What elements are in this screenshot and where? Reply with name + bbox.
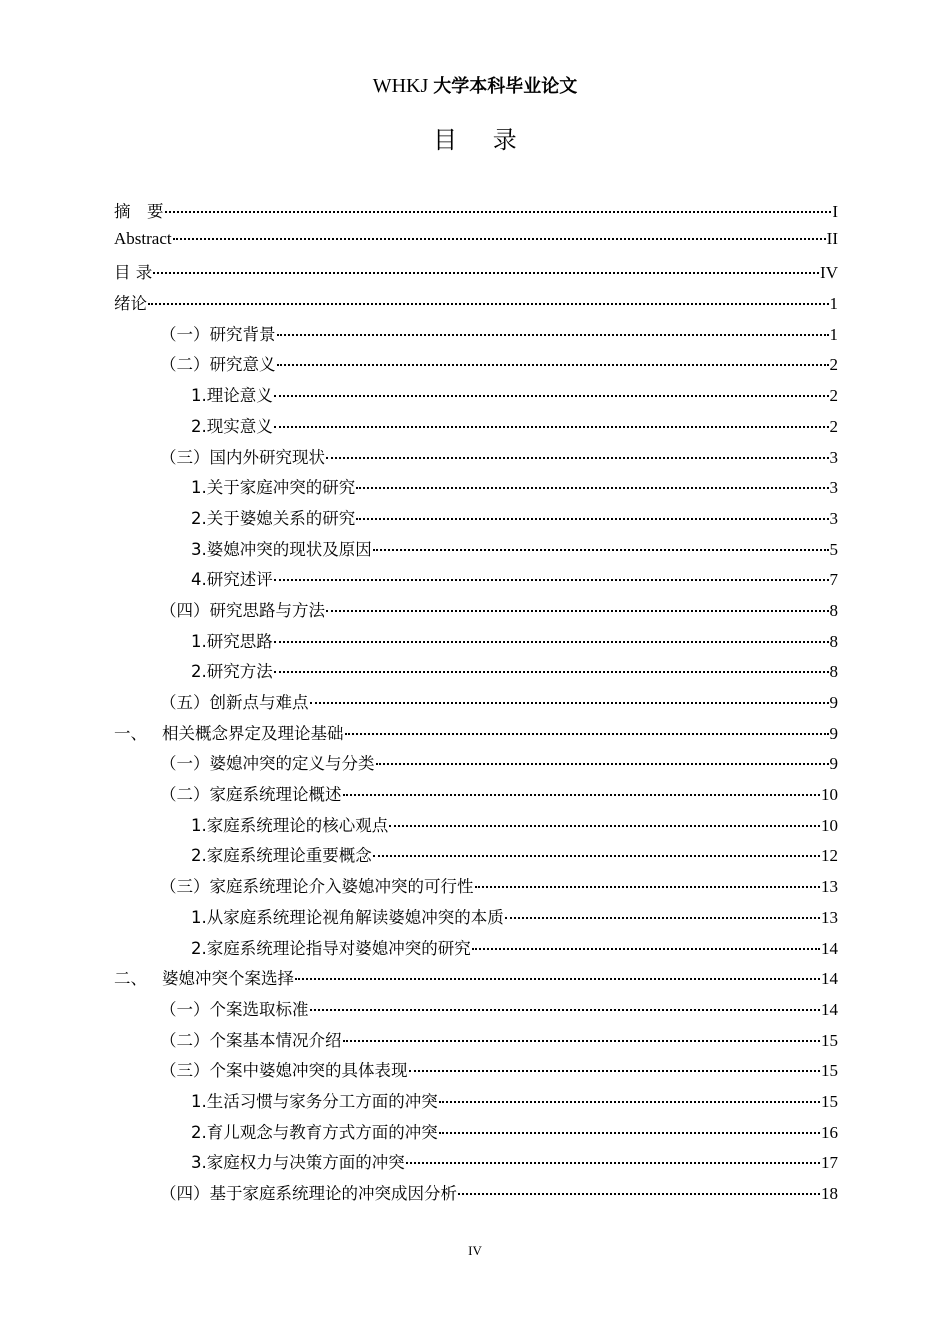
toc-dot-leader <box>274 579 829 581</box>
toc-entry-label <box>191 658 273 682</box>
toc-entry-label <box>191 628 273 652</box>
toc-dot-leader <box>173 238 826 240</box>
toc-dot-leader <box>326 457 829 459</box>
toc-dot-leader <box>345 733 829 735</box>
toc-entry-text: （四）研究思路与方法 <box>160 600 325 620</box>
toc-entry-text: 2.关于婆媳关系的研究 <box>191 508 356 528</box>
toc-dot-leader <box>343 794 821 796</box>
toc-entry[interactable] <box>114 229 838 260</box>
toc-entry-text: （五）创新点与难点 <box>160 693 309 712</box>
toc-entry-label <box>191 812 388 836</box>
toc-entry-text: 1.从家庭系统理论视角解读婆媳冲突的本质 <box>191 907 504 927</box>
toc-entry-label <box>114 198 164 222</box>
toc-entry-label <box>160 444 325 468</box>
toc-entry-text: （二）个案基本情况介绍 <box>160 1030 342 1050</box>
toc-dot-leader <box>376 763 829 765</box>
toc-entry-label <box>160 1057 408 1081</box>
toc-entry-text: 相关概念界定及理论基础 <box>162 723 344 743</box>
toc-entry-text: 绪论 <box>114 294 147 314</box>
toc-entry-label <box>191 935 471 959</box>
toc-dot-leader <box>472 948 820 950</box>
toc-entry[interactable] <box>114 873 838 904</box>
toc-entry-label <box>191 505 355 529</box>
toc-entry[interactable] <box>114 1057 838 1088</box>
toc-dot-leader <box>274 395 829 397</box>
toc-entry-page: 1 <box>829 294 838 314</box>
toc-entry[interactable] <box>114 259 838 290</box>
toc-dot-leader <box>439 1101 820 1103</box>
toc-entry-page: 7 <box>829 570 838 590</box>
toc-entry-text: 1.关于家庭冲突的研究 <box>191 478 356 498</box>
toc-entry-page: 16 <box>821 1122 838 1142</box>
header-thesis-type: 大学本科毕业论文 <box>433 76 578 97</box>
toc-entry[interactable] <box>114 750 838 781</box>
toc-entry-page: IV <box>820 263 838 283</box>
toc-entry[interactable] <box>114 628 838 659</box>
toc-entry[interactable] <box>114 996 838 1027</box>
toc-dot-leader <box>153 272 819 274</box>
toc-entry[interactable] <box>114 474 838 505</box>
toc-entry-text: （一）研究背景 <box>160 324 276 344</box>
toc-entry-page: 3 <box>829 508 838 528</box>
toc-entry[interactable] <box>114 781 838 812</box>
toc-entry-page: 3 <box>829 447 838 467</box>
toc-entry-text: 2.现实意义 <box>191 416 273 436</box>
toc-entry-label <box>160 1027 342 1051</box>
toc-entry[interactable] <box>114 290 838 321</box>
toc-entry-page: 2 <box>829 355 838 375</box>
toc-entry-text: 目 录 <box>114 263 153 283</box>
toc-dot-leader <box>274 641 829 643</box>
toc-entry-page: 14 <box>821 938 838 958</box>
toc-dot-leader <box>409 1070 821 1072</box>
toc-entry-text: 1.研究思路 <box>191 631 273 651</box>
toc-entry-label <box>160 351 276 375</box>
toc-dot-leader <box>373 855 820 857</box>
toc-entry-page: 8 <box>829 662 838 682</box>
toc-entry-page: 12 <box>821 846 838 866</box>
toc-chapter-number: 一、 <box>114 723 147 743</box>
toc-entry[interactable] <box>114 658 838 689</box>
toc-entry-page: 9 <box>829 723 838 743</box>
toc-dot-leader <box>458 1193 820 1195</box>
toc-entry-page: 15 <box>821 1061 838 1081</box>
toc-entry[interactable] <box>114 842 838 873</box>
toc-entry[interactable] <box>114 689 838 720</box>
toc-dot-leader <box>326 610 829 612</box>
toc-dot-leader <box>274 426 829 428</box>
toc-entry-label <box>160 597 325 621</box>
toc-entry[interactable] <box>114 1149 838 1180</box>
toc-entry-page: I <box>832 202 838 221</box>
toc-entry-label <box>160 1180 457 1204</box>
toc-entry-label <box>191 413 273 437</box>
toc-entry-label <box>160 873 474 897</box>
toc-entry-text: （一）婆媳冲突的定义与分类 <box>160 754 375 774</box>
toc-entry-page: 14 <box>821 999 838 1019</box>
toc-entry-page: 8 <box>829 631 838 651</box>
toc-entry-label <box>191 1119 438 1143</box>
toc-dot-leader <box>406 1162 820 1164</box>
toc-entry-label <box>191 1149 405 1173</box>
toc-entry-label <box>114 229 172 249</box>
toc-entry-page: 14 <box>821 969 838 989</box>
toc-dot-leader <box>310 702 829 704</box>
toc-entry-label <box>160 750 375 774</box>
toc-entry-text: （三）家庭系统理论介入婆媳冲突的可行性 <box>160 877 474 897</box>
toc-entry-page: II <box>826 228 838 248</box>
toc-entry-page: 10 <box>821 815 838 835</box>
table-of-contents <box>114 198 838 1211</box>
toc-dot-leader <box>439 1132 820 1134</box>
header-school: WHKJ <box>372 75 429 97</box>
toc-entry-text: 3.家庭权力与决策方面的冲突 <box>191 1153 405 1173</box>
toc-entry-text: 1.理论意义 <box>191 386 273 406</box>
toc-entry-page: 15 <box>821 1030 838 1050</box>
toc-entry-text: （四）基于家庭系统理论的冲突成因分析 <box>160 1184 457 1203</box>
toc-entry-page: 13 <box>821 877 838 897</box>
toc-dot-leader <box>343 1040 821 1042</box>
toc-entry-text: 2.研究方法 <box>191 662 273 682</box>
toc-entry-label <box>114 290 147 314</box>
toc-entry[interactable] <box>114 904 838 935</box>
toc-dot-leader <box>310 1009 821 1011</box>
toc-entry[interactable] <box>114 597 838 628</box>
toc-entry[interactable] <box>114 1180 838 1211</box>
toc-entry-page: 18 <box>821 1184 838 1203</box>
toc-entry[interactable] <box>114 1088 838 1119</box>
toc-entry-label <box>191 1088 438 1112</box>
toc-entry-text: 2.家庭系统理论指导对婆媳冲突的研究 <box>191 938 471 958</box>
page-number: IV <box>468 1243 482 1258</box>
toc-entry-text: 1.生活习惯与家务分工方面的冲突 <box>191 1091 438 1111</box>
toc-entry-page: 15 <box>821 1091 838 1111</box>
toc-dot-leader <box>148 303 829 305</box>
toc-entry-label <box>160 321 276 345</box>
toc-entry-label <box>114 720 344 744</box>
toc-entry-page: 17 <box>821 1153 838 1173</box>
toc-entry-text: （三）个案中婆媳冲突的具体表现 <box>160 1061 408 1081</box>
toc-entry-text: （三）国内外研究现状 <box>160 447 325 467</box>
toc-entry[interactable] <box>114 413 838 444</box>
toc-entry-text: 摘 要 <box>114 202 164 221</box>
toc-chapter-number: 二、 <box>114 969 147 989</box>
toc-entry-text: （一）个案选取标准 <box>160 999 309 1019</box>
toc-entry-text: 1.家庭系统理论的核心观点 <box>191 815 389 835</box>
toc-entry-label <box>191 536 372 560</box>
toc-entry-label <box>191 566 273 590</box>
toc-entry-page: 13 <box>821 907 838 927</box>
toc-entry-label <box>191 382 273 406</box>
toc-dot-leader <box>277 334 829 336</box>
toc-entry-page: 9 <box>829 754 838 774</box>
toc-dot-leader <box>165 211 832 213</box>
toc-entry-text: 4.研究述评 <box>191 570 273 590</box>
toc-dot-leader <box>295 978 820 980</box>
toc-entry[interactable] <box>114 1027 838 1058</box>
toc-entry-page: 2 <box>829 416 838 436</box>
toc-entry[interactable] <box>114 382 838 413</box>
toc-entry[interactable] <box>114 198 838 229</box>
toc-entry-label <box>191 474 355 498</box>
toc-entry-label <box>191 842 372 866</box>
toc-entry-text: （二）研究意义 <box>160 355 276 375</box>
toc-dot-leader <box>389 825 820 827</box>
toc-entry[interactable] <box>114 566 838 597</box>
toc-dot-leader <box>505 917 820 919</box>
toc-entry[interactable] <box>114 321 838 352</box>
toc-entry[interactable] <box>114 812 838 843</box>
toc-entry[interactable] <box>114 965 838 996</box>
toc-entry-page: 9 <box>829 693 838 712</box>
toc-dot-leader <box>475 886 821 888</box>
toc-dot-leader <box>373 549 829 551</box>
toc-entry-label <box>114 965 294 989</box>
toc-entry[interactable] <box>114 720 838 751</box>
toc-entry[interactable] <box>114 536 838 567</box>
toc-entry-label <box>160 996 309 1020</box>
toc-entry-label <box>160 689 309 713</box>
page-title: 目 录 <box>433 126 531 154</box>
running-header <box>0 72 950 101</box>
toc-entry[interactable] <box>114 351 838 382</box>
toc-entry[interactable] <box>114 444 838 475</box>
toc-entry-text: 3.婆媳冲突的现状及原因 <box>191 539 372 559</box>
toc-entry[interactable] <box>114 935 838 966</box>
toc-dot-leader <box>274 671 829 673</box>
toc-entry-label <box>160 781 342 805</box>
toc-entry-page: 10 <box>821 785 838 805</box>
toc-entry-label <box>114 259 152 283</box>
toc-entry-text: （二）家庭系统理论概述 <box>160 785 342 805</box>
toc-entry[interactable] <box>114 505 838 536</box>
toc-entry-text: Abstract <box>114 228 172 248</box>
toc-dot-leader <box>356 487 828 489</box>
toc-entry-page: 5 <box>829 539 838 559</box>
toc-entry-text: 婆媳冲突个案选择 <box>162 969 294 989</box>
toc-entry-page: 2 <box>829 386 838 406</box>
toc-entry-text: 2.家庭系统理论重要概念 <box>191 846 372 866</box>
toc-entry-page: 8 <box>829 600 838 620</box>
toc-entry-label <box>191 904 504 928</box>
toc-entry[interactable] <box>114 1119 838 1150</box>
toc-dot-leader <box>277 364 829 366</box>
toc-dot-leader <box>356 518 828 520</box>
toc-entry-page: 1 <box>829 324 838 344</box>
toc-entry-page: 3 <box>829 478 838 498</box>
toc-entry-text: 2.育儿观念与教育方式方面的冲突 <box>191 1122 438 1142</box>
